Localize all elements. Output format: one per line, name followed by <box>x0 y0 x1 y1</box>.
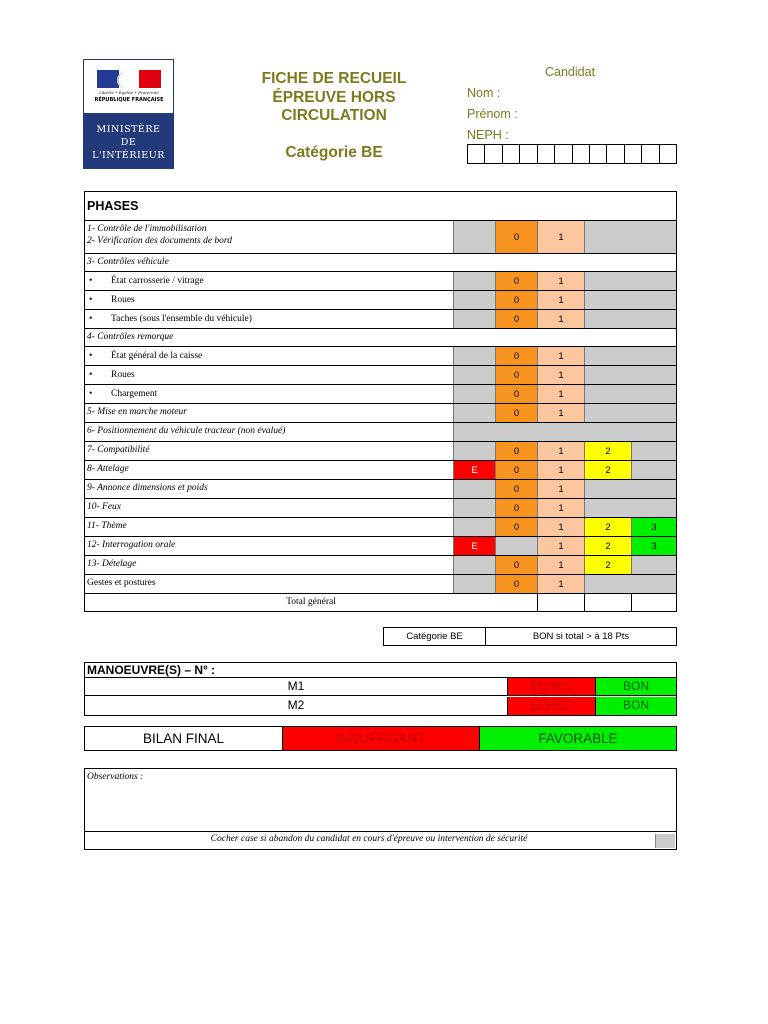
score-1[interactable]: 1 <box>537 461 584 479</box>
manoeuvre-row <box>85 697 676 715</box>
manoeuvres-table <box>84 662 677 716</box>
candidate-heading: Candidat <box>545 65 596 79</box>
score-eliminatoire[interactable]: E <box>453 461 495 479</box>
echec-option[interactable]: ECHEC <box>507 678 595 695</box>
table-row: • Chargement 0 1 <box>85 385 676 404</box>
bilan-final <box>84 726 677 751</box>
score-0[interactable]: 0 <box>495 291 537 309</box>
score-0[interactable]: 0 <box>495 272 537 290</box>
score-0[interactable]: 0 <box>495 499 537 517</box>
logo-marianne-area <box>84 60 173 113</box>
score-1[interactable]: 1 <box>537 556 584 574</box>
manoeuvre-label: M2 <box>287 698 305 712</box>
score-0[interactable]: 0 <box>495 461 537 479</box>
category-rule-box <box>383 627 677 646</box>
nom-label: Nom : <box>467 86 501 100</box>
neph-input-grid[interactable] <box>467 144 677 164</box>
score-1[interactable]: 1 <box>537 366 584 384</box>
score-1[interactable]: 1 <box>537 537 584 555</box>
score-0[interactable]: 0 <box>495 518 537 536</box>
score-0[interactable]: 0 <box>495 404 537 422</box>
marianne-icon <box>117 71 139 88</box>
table-row: 6- Positionnement du véhicule tracteur (non évalué) <box>85 423 676 442</box>
total-label: Total général <box>286 597 336 607</box>
category-rule: BON si total > à 18 Pts <box>532 631 630 642</box>
score-eliminatoire[interactable]: E <box>453 537 495 555</box>
score-0[interactable]: 0 <box>495 575 537 593</box>
table-row: • État général de la caisse 0 1 <box>85 347 676 366</box>
total-cell-3[interactable] <box>631 594 676 611</box>
table-row: 7- Compatibilité 0 1 2 <box>85 442 676 461</box>
score-1[interactable]: 1 <box>537 518 584 536</box>
score-1[interactable]: 1 <box>537 385 584 403</box>
table-row: Gestes et postures 0 1 <box>85 575 676 594</box>
score-0[interactable]: 0 <box>495 347 537 365</box>
table-row: 11- Thème 0 1 2 3 <box>85 518 676 537</box>
score-0[interactable]: 0 <box>495 221 537 253</box>
table-row: 10- Feux 0 1 <box>85 499 676 518</box>
manoeuvres-header: MANOEUVRE(S) – N° : <box>85 663 676 678</box>
category-label: Catégorie BE <box>384 628 486 645</box>
manoeuvre-row <box>85 678 676 696</box>
score-2[interactable]: 2 <box>584 442 631 460</box>
observations-label: Observations : <box>87 772 144 782</box>
abandon-checkbox[interactable] <box>655 834 675 848</box>
prenom-label: Prénom : <box>467 107 518 121</box>
score-1[interactable]: 1 <box>537 272 584 290</box>
score-2[interactable]: 2 <box>584 556 631 574</box>
score-0[interactable]: 0 <box>495 556 537 574</box>
category-title: Catégorie BE <box>285 144 383 161</box>
table-row: 12- Interrogation orale E 1 2 3 <box>85 537 676 556</box>
table-row: 5- Mise en marche moteur 0 1 <box>85 404 676 423</box>
logo-republique: RÉPUBLIQUE FRANÇAISE <box>94 97 164 103</box>
score-0[interactable]: 0 <box>495 480 537 498</box>
score-2[interactable]: 2 <box>584 537 631 555</box>
bilan-label: BILAN FINAL <box>142 731 225 746</box>
manoeuvre-label: M1 <box>287 679 305 693</box>
table-row: 13- Dételage 0 1 2 <box>85 556 676 575</box>
score-0[interactable]: 0 <box>495 366 537 384</box>
table-row: 8- Attelage E 0 1 2 <box>85 461 676 480</box>
logo-ministere-text: MINISTÈRE DE L'INTÉRIEUR <box>84 113 173 168</box>
phases-header: PHASES <box>85 192 676 221</box>
phases-table <box>84 191 677 612</box>
observations-box[interactable] <box>84 768 677 850</box>
score-0[interactable]: 0 <box>495 442 537 460</box>
table-row: 4- Contrôles remorque <box>85 329 676 347</box>
score-3[interactable]: 3 <box>631 537 676 555</box>
french-flag-icon <box>97 70 161 88</box>
echec-option[interactable]: ECHEC <box>507 697 595 715</box>
table-row: • Roues 0 1 <box>85 291 676 310</box>
score-0[interactable]: 0 <box>495 310 537 328</box>
favorable-option[interactable]: FAVORABLE <box>479 727 676 750</box>
total-row <box>85 594 676 611</box>
score-2[interactable]: 2 <box>584 461 631 479</box>
score-1[interactable]: 1 <box>537 480 584 498</box>
neph-label: NEPH : <box>467 128 509 142</box>
score-1[interactable]: 1 <box>537 310 584 328</box>
total-cell-1[interactable] <box>537 594 584 611</box>
table-row: 3- Contrôles véhicule <box>85 254 676 272</box>
bon-option[interactable]: BON <box>595 697 676 715</box>
score-0[interactable]: 0 <box>495 385 537 403</box>
ministere-logo <box>83 59 174 169</box>
score-1[interactable]: 1 <box>537 499 584 517</box>
table-row: 9- Annonce dimensions et poids 0 1 <box>85 480 676 499</box>
insuffisant-option[interactable]: INSUFFISANT <box>282 727 479 750</box>
table-row: 1- Contrôle de l'immobilisation 2- Vérification des documents de bord 0 1 <box>85 221 676 254</box>
abandon-row <box>85 831 676 849</box>
score-2[interactable]: 2 <box>584 518 631 536</box>
score-1[interactable]: 1 <box>537 442 584 460</box>
total-cell-2[interactable] <box>584 594 631 611</box>
table-row: • Roues 0 1 <box>85 366 676 385</box>
score-1[interactable]: 1 <box>537 291 584 309</box>
logo-motto: Liberté • Égalité • Fraternité <box>99 90 159 95</box>
score-1[interactable]: 1 <box>537 221 584 253</box>
bon-option[interactable]: BON <box>595 678 676 695</box>
table-row: • Taches (sous l'ensemble du véhicule) 0 1 <box>85 310 676 329</box>
table-row: • État carrosserie / vitrage 0 1 <box>85 272 676 291</box>
score-3[interactable]: 3 <box>631 518 676 536</box>
page-title: FICHE DE RECUEIL ÉPREUVE HORS CIRCULATION <box>261 70 407 124</box>
score-1[interactable]: 1 <box>537 404 584 422</box>
abandon-text: Cocher case si abandon du candidat en cours d'épreuve ou intervention de sécurité <box>210 834 528 844</box>
score-1[interactable]: 1 <box>537 347 584 365</box>
score-1[interactable]: 1 <box>537 575 584 593</box>
